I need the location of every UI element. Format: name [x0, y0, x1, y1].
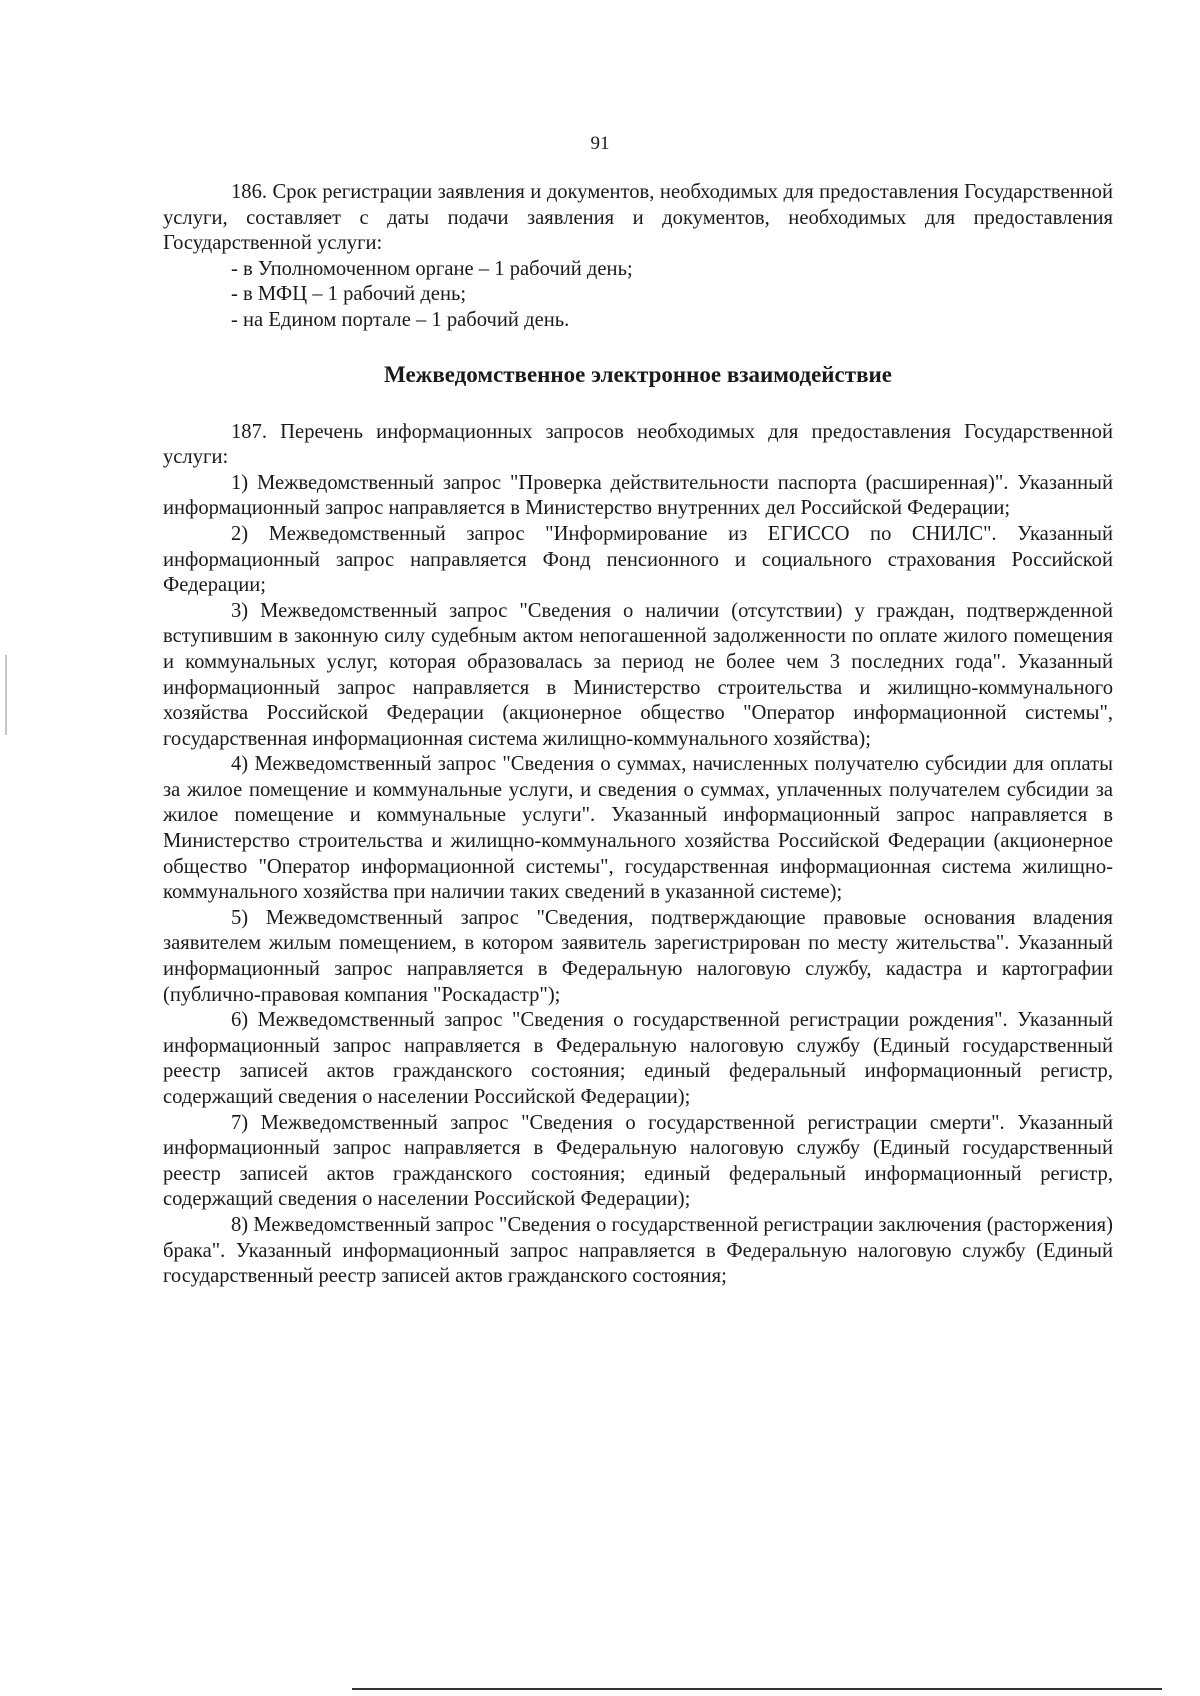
paragraph-186: 186. Срок регистрации заявления и документов, необходимых для предоставления Государственной услуги, составляет с даты подачи заявления и документов, необходимых для предоставления Государственной услуги: [163, 181, 1113, 255]
request-item-8: 8) Межведомственный запрос "Сведения о государственной регистрации заключения (расторжения) брака". Указанный информационный запрос направляется в Федеральную налоговую службу (Единый государственный реестр записей актов гражданского состояния; [163, 1213, 1113, 1288]
document-body [163, 180, 1113, 1290]
request-item-3: 3) Межведомственный запрос "Сведения о наличии (отсутствии) у граждан, подтвержденной вступившим в законную силу судебным актом непогашенной задолженности по оплате жилого помещения и коммунальных услуг, которая образовалась за период не более чем 3 последних года". Указанный информационный запрос направляется в Министерство строительства и жилищно-коммунального хозяйства Российской Федерации (акционерное общество "Оператор информационной системы", государственная информационная система жилищно-коммунального хозяйства); [163, 599, 1113, 750]
list-item: - в МФЦ – 1 рабочий день; [231, 283, 467, 306]
section-heading: Межведомственное электронное взаимодействие [384, 361, 892, 387]
scan-edge-mark [5, 655, 7, 735]
request-item-6: 6) Межведомственный запрос "Сведения о государственной регистрации рождения". Указанный информационный запрос направляется в Федеральную налоговую службу (Единый государственный реестр записей актов гражданского состояния; единый федеральный информационный регистр, содержащий сведения о населении Российской Федерации); [163, 1009, 1113, 1108]
bottom-rule [352, 1688, 1162, 1690]
page-number: 91 [590, 133, 610, 154]
request-item-7: 7) Межведомственный запрос "Сведения о государственной регистрации смерти". Указанный информационный запрос направляется в Федеральную налоговую службу (Единый государственный реестр записей актов гражданского состояния; единый федеральный информационный регистр, содержащий сведения о населении Российской Федерации); [163, 1111, 1113, 1211]
request-item-4: 4) Межведомственный запрос "Сведения о суммах, начисленных получателю субсидии для оплаты за жилое помещение и коммунальные услуги, и сведения о суммах, уплаченных получателем субсидии за жилое помещение и коммунальные услуги". Указанный информационный запрос направляется в Министерство строительства и жилищно-коммунального хозяйства Российской Федерации (акционерное общество "Оператор информационной системы", государственная информационная система жилищно-коммунального хозяйства при наличии таких сведений в указанной системе); [163, 753, 1113, 904]
paragraph-187-intro: 187. Перечень информационных запросов необходимых для предоставления Государственной услуги: [163, 420, 1113, 469]
request-item-5: 5) Межведомственный запрос "Сведения, подтверждающие правовые основания владения заявителем жилым помещением, в котором заявитель зарегистрирован по месту жительства". Указанный информационный запрос направляется в Федеральную налоговую службу, кадастра и картографии (публично-правовая компания "Роскадастр"); [163, 906, 1113, 1006]
list-item: - на Едином портале – 1 рабочий день. [231, 308, 570, 331]
request-item-1: 1) Межведомственный запрос "Проверка действительности паспорта (расширенная)". Указанный информационный запрос направляется в Министерство внутренних дел Российской Федерации; [163, 471, 1113, 520]
list-item: - в Уполномоченном органе – 1 рабочий день; [231, 257, 633, 280]
request-item-2: 2) Межведомственный запрос "Информирование из ЕГИССО по СНИЛС". Указанный информационный запрос направляется Фонд пенсионного и социального страхования Российской Федерации; [163, 522, 1113, 597]
